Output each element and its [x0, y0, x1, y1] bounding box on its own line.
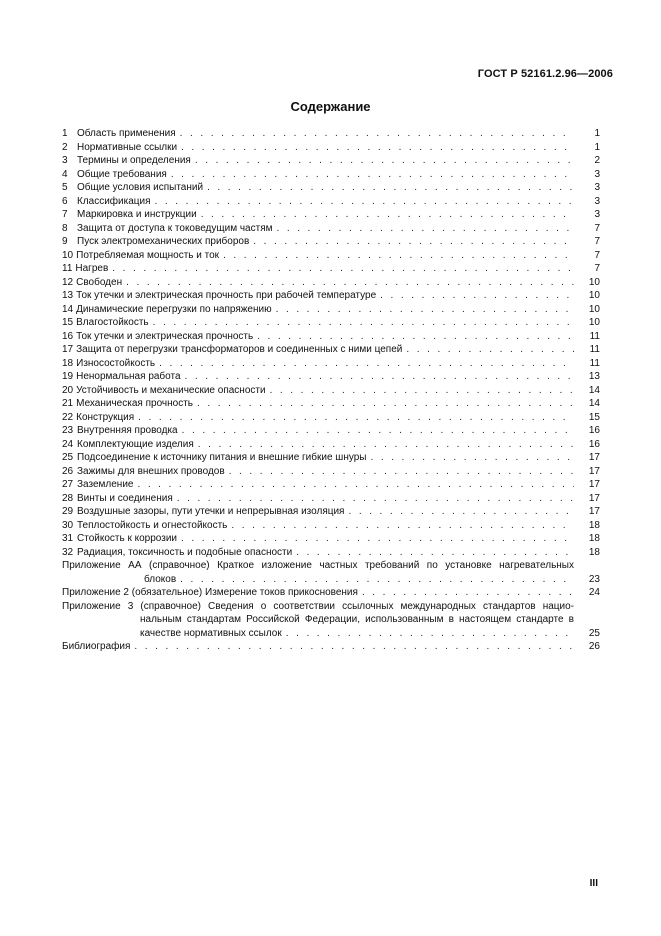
toc-entry-page: 15 [588, 411, 600, 423]
toc-entry-label: Ненормальная работа [76, 371, 181, 382]
toc-entry-label: Механическая прочность [76, 398, 193, 409]
toc-entry[interactable] [62, 343, 600, 357]
toc-entries [62, 127, 600, 559]
toc-entry-page: 3 [594, 195, 600, 207]
toc-entry-label: Комплектующие изделия [77, 438, 194, 450]
toc-leader-dots [181, 141, 574, 155]
toc-annex-2[interactable] [62, 586, 600, 600]
toc-leader-dots [180, 127, 574, 141]
toc-leader-dots [370, 451, 574, 465]
toc-entry-number: 7 [62, 209, 68, 220]
toc-entry-label: Теплостойкость и огнестойкость [77, 519, 228, 531]
toc-entry-page: 17 [588, 465, 600, 477]
toc-entry-number: 19 [62, 371, 74, 382]
toc-entry-number: 5 [62, 182, 68, 193]
toc-annex-aa-line2: блоков [144, 573, 177, 585]
toc-leader-dots [296, 546, 574, 560]
toc-leader-dots [155, 195, 574, 209]
toc-leader-dots [171, 168, 574, 182]
toc-entry[interactable] [62, 384, 600, 398]
table-of-contents [62, 127, 600, 654]
toc-entry-page: 17 [588, 452, 600, 463]
toc-entry-page: 3 [594, 182, 600, 193]
toc-entry-page: 13 [588, 371, 600, 382]
toc-entry-number: 25 [62, 452, 74, 463]
toc-entry-number: 13 [62, 290, 74, 301]
toc-annex-2-page: 24 [588, 587, 600, 598]
toc-entry-number: 6 [62, 195, 68, 207]
toc-entry-page: 18 [588, 533, 600, 544]
toc-entry-page: 17 [588, 506, 600, 517]
toc-leader-dots [126, 276, 574, 290]
toc-entry[interactable] [62, 357, 600, 371]
toc-entry[interactable] [62, 465, 600, 479]
toc-annex-3-line1: Приложение 3 (справочное) Сведения о соответствии ссылочных международных стандартов нацио- [62, 600, 574, 612]
toc-entry[interactable] [62, 532, 600, 546]
toc-leader-dots [177, 492, 574, 506]
toc-entry-number: 23 [62, 425, 74, 436]
toc-entry-page: 17 [588, 492, 600, 504]
toc-entry-label: Износостойкость [76, 357, 156, 369]
toc-entry-page: 10 [588, 290, 600, 301]
toc-entry-page: 11 [589, 330, 600, 342]
toc-entry-number: 9 [62, 236, 68, 247]
toc-entry[interactable] [62, 478, 600, 492]
toc-leader-dots [229, 465, 574, 479]
toc-entry[interactable] [62, 424, 600, 438]
toc-leader-dots [276, 303, 574, 317]
toc-entry-page: 10 [588, 303, 600, 315]
toc-entry-number: 16 [62, 330, 74, 342]
toc-entry[interactable] [62, 505, 600, 519]
toc-bibliography[interactable] [62, 640, 600, 654]
toc-entry[interactable] [62, 154, 600, 168]
toc-entry-label: Внутренняя проводка [77, 425, 178, 436]
document-code: ГОСТ Р 52161.2.96—2006 [477, 68, 613, 80]
toc-entry-page: 2 [594, 155, 600, 166]
toc-entry-number: 26 [62, 465, 74, 477]
toc-entry-page: 17 [588, 479, 600, 490]
toc-entry[interactable] [62, 397, 600, 411]
toc-entry-page: 10 [588, 317, 600, 328]
toc-entry-label: Ток утечки и электрическая прочность при рабочей температуре [76, 290, 377, 301]
toc-entry-page: 7 [594, 236, 600, 247]
toc-entry-number: 11 [62, 263, 73, 274]
toc-entry-number: 1 [62, 128, 68, 139]
toc-leader-dots [112, 262, 574, 276]
toc-leader-dots [270, 384, 574, 398]
toc-entry[interactable] [62, 492, 600, 506]
toc-leader-dots [198, 438, 574, 452]
toc-entry[interactable] [62, 370, 600, 384]
toc-leader-dots [406, 343, 574, 357]
toc-entry[interactable] [62, 546, 600, 560]
toc-entry-page: 18 [588, 546, 600, 558]
toc-entry[interactable] [62, 519, 600, 533]
toc-entry-label: Маркировка и инструкции [77, 209, 197, 220]
toc-entry[interactable] [62, 141, 600, 155]
toc-leader-dots [207, 181, 574, 195]
toc-entry-page: 18 [588, 519, 600, 531]
toc-entry-label: Подсоединение к источнику питания и внешние гибкие шнуры [77, 452, 367, 463]
toc-leader-dots [138, 411, 574, 425]
toc-leader-dots [276, 222, 574, 236]
toc-entry[interactable] [62, 330, 600, 344]
toc-entry-number: 27 [62, 479, 74, 490]
toc-annex-3[interactable] [62, 600, 600, 641]
toc-entry-number: 15 [62, 317, 74, 328]
toc-entry-number: 24 [62, 438, 74, 450]
toc-leader-dots [253, 235, 574, 249]
toc-annex-aa-page: 23 [588, 573, 600, 585]
toc-entry-number: 8 [62, 222, 68, 234]
toc-entry[interactable] [62, 276, 600, 290]
toc-entry[interactable] [62, 235, 600, 249]
toc-leader-dots [182, 424, 574, 438]
toc-entry-number: 18 [62, 357, 74, 369]
toc-entry-label: Защита от доступа к токоведущим частям [77, 222, 273, 234]
toc-entry-page: 3 [594, 168, 600, 180]
toc-entry-page: 11 [589, 344, 600, 355]
toc-leader-dots [185, 370, 574, 384]
toc-entry-number: 2 [62, 141, 68, 153]
toc-entry-number: 30 [62, 519, 74, 531]
toc-entry[interactable] [62, 249, 600, 263]
toc-annex-2-label: Приложение 2 (обязательное) Измерение токов прикосновения [62, 587, 358, 598]
toc-entry-number: 10 [62, 249, 74, 261]
toc-leader-dots [197, 397, 574, 411]
toc-entry-number: 31 [62, 533, 74, 544]
toc-entry[interactable] [62, 438, 600, 452]
toc-entry-label: Пуск электромеханических приборов [77, 236, 250, 247]
toc-entry-label: Воздушные зазоры, пути утечки и непрерывная изоляция [77, 506, 345, 517]
toc-entry-page: 16 [588, 438, 600, 450]
toc-entry[interactable] [62, 195, 600, 209]
toc-annex-3-line3: качестве нормативных ссылок [140, 627, 282, 639]
toc-entry[interactable] [62, 303, 600, 317]
toc-leader-dots [201, 208, 574, 222]
toc-entry-page: 14 [588, 384, 600, 396]
toc-entry[interactable] [62, 411, 600, 425]
toc-entry-number: 4 [62, 168, 68, 180]
toc-entry[interactable] [62, 262, 600, 276]
toc-entry[interactable] [62, 181, 600, 195]
toc-entry-label: Нормативные ссылки [77, 141, 178, 153]
toc-entry-page: 7 [594, 249, 600, 261]
toc-leader-dots [137, 478, 574, 492]
toc-entry[interactable] [62, 316, 600, 330]
toc-entry-number: 22 [62, 411, 74, 423]
toc-entry-number: 17 [62, 344, 74, 355]
toc-leader-dots [153, 316, 574, 330]
toc-entry-page: 14 [588, 398, 600, 409]
toc-entry[interactable] [62, 451, 600, 465]
toc-entry-page: 16 [588, 425, 600, 436]
toc-bibliography-label: Библиография [62, 641, 131, 652]
page-number: III [589, 878, 598, 889]
toc-annex-aa-line1: Приложение АА (справочное) Краткое изложение частных требований по установке нагревательных [62, 560, 574, 571]
toc-leader-dots [223, 249, 574, 263]
toc-entry-number: 32 [62, 546, 74, 558]
toc-entry-page: 7 [594, 263, 600, 274]
toc-leader-dots [180, 573, 574, 587]
toc-title: Содержание [290, 99, 371, 114]
toc-entry-number: 20 [62, 384, 74, 396]
toc-entry-label: Общие условия испытаний [77, 182, 204, 193]
toc-entry[interactable] [62, 127, 600, 141]
toc-entry-label: Заземление [77, 479, 134, 490]
toc-entry-label: Радиация, токсичность и подобные опасности [77, 546, 293, 558]
toc-entry-label: Область применения [77, 128, 176, 139]
toc-entry-number: 14 [62, 303, 74, 315]
toc-leader-dots [195, 154, 574, 168]
toc-leader-dots [181, 532, 574, 546]
toc-entry-number: 29 [62, 506, 74, 517]
toc-entry-label: Свободен [76, 276, 123, 288]
toc-entry-page: 7 [594, 222, 600, 234]
toc-entry-number: 28 [62, 492, 74, 504]
toc-bibliography-page: 26 [588, 641, 600, 652]
toc-entry-label: Устойчивость и механические опасности [76, 384, 266, 396]
toc-entry-label: Защита от перегрузки трансформаторов и соединенных с ними цепей [76, 344, 403, 355]
toc-leader-dots [380, 289, 574, 303]
toc-entry-number: 12 [62, 276, 74, 288]
toc-leader-dots [257, 330, 574, 344]
toc-entry-label: Нагрев [75, 263, 109, 274]
toc-entry[interactable] [62, 208, 600, 222]
toc-leader-dots [286, 627, 574, 641]
toc-entry[interactable] [62, 289, 600, 303]
toc-entry-label: Влагостойкость [76, 317, 149, 328]
toc-entry[interactable] [62, 168, 600, 182]
toc-entry-label: Стойкость к коррозии [77, 533, 177, 544]
toc-entry-page: 1 [594, 128, 600, 139]
toc-leader-dots [134, 640, 574, 654]
toc-entry-page: 10 [588, 276, 600, 288]
toc-entry-label: Винты и соединения [77, 492, 173, 504]
toc-annex-aa[interactable] [62, 559, 600, 586]
toc-leader-dots [362, 586, 574, 600]
toc-entry-number: 21 [62, 398, 74, 409]
toc-entry-label: Термины и определения [77, 155, 191, 166]
toc-entry[interactable] [62, 222, 600, 236]
toc-entry-label: Классификация [77, 195, 151, 207]
toc-annex-3-line2: нальным стандартам Российской Федерации, использованным в настоящем стандарте в [140, 614, 574, 625]
toc-leader-dots [159, 357, 574, 371]
toc-annex-3-page: 25 [588, 627, 600, 639]
toc-entry-label: Потребляемая мощность и ток [76, 249, 220, 261]
toc-entry-label: Конструкция [76, 411, 135, 423]
toc-entry-label: Ток утечки и электрическая прочность [76, 330, 254, 342]
toc-entry-page: 3 [594, 209, 600, 220]
toc-entry-label: Общие требования [77, 168, 167, 180]
toc-entry-number: 3 [62, 155, 68, 166]
toc-entry-label: Динамические перегрузки по напряжению [76, 303, 272, 315]
toc-entry-label: Зажимы для внешних проводов [77, 465, 225, 477]
toc-entry-page: 11 [589, 357, 600, 369]
toc-entry-page: 1 [594, 141, 600, 153]
toc-leader-dots [231, 519, 574, 533]
toc-leader-dots [348, 505, 574, 519]
